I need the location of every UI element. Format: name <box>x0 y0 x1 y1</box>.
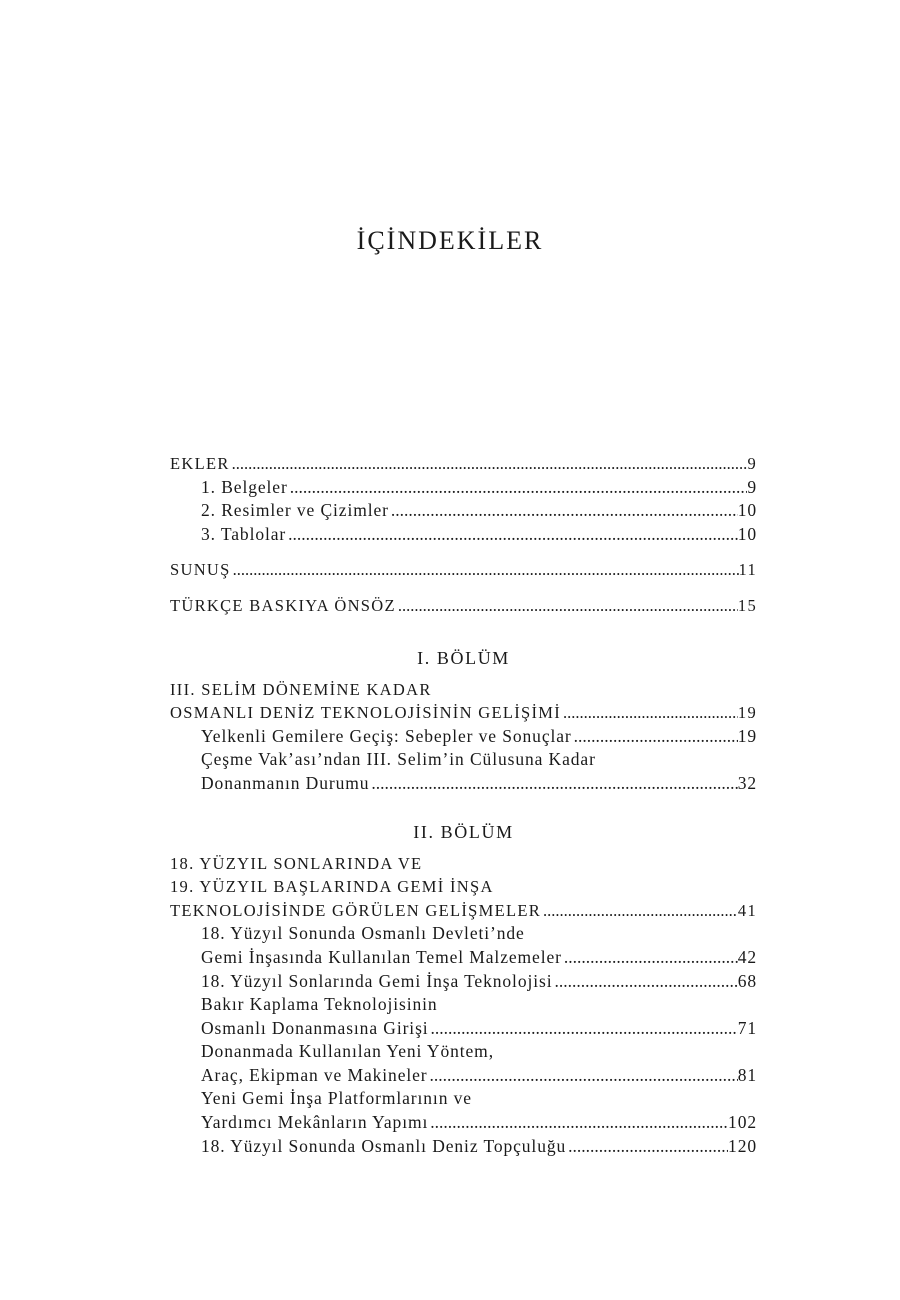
toc-page-number: 42 <box>737 946 757 967</box>
toc-page-number: 120 <box>728 1135 757 1156</box>
toc-entry-label: Yeni Gemi İnşa Platformlarının ve <box>201 1088 472 1109</box>
dot-leader <box>288 476 748 500</box>
dot-leader <box>389 499 738 523</box>
toc-entry-label: 3. Tablolar <box>201 523 287 544</box>
toc-chapter-1-line2[interactable] <box>170 701 757 725</box>
toc-entry-tablolar[interactable] <box>170 523 757 547</box>
toc-entry-ekler[interactable] <box>170 452 757 476</box>
toc-entry-label: Çeşme Vak’ası’ndan III. Selim’in Cülusuna Kadar <box>201 749 596 770</box>
toc-entry-label: Donanmada Kullanılan Yeni Yöntem, <box>201 1041 494 1062</box>
toc-entry-resimler[interactable] <box>170 499 757 523</box>
dot-leader <box>230 452 748 476</box>
toc-page-number: 19 <box>737 703 757 723</box>
toc-entry-label: 19. YÜZYIL BAŞLARINDA GEMİ İNŞA <box>170 877 494 897</box>
toc-page-number: 102 <box>728 1112 757 1133</box>
toc-entry-onsoz[interactable] <box>170 594 757 618</box>
dot-leader <box>552 970 737 994</box>
page-title: İÇİNDEKİLER <box>356 226 544 255</box>
toc-chapter-2-line1[interactable] <box>170 852 757 876</box>
toc-entry-label: 2. Resimler ve Çizimler <box>201 500 389 521</box>
spacer <box>170 582 757 594</box>
dot-leader <box>286 523 738 547</box>
table-of-contents <box>170 452 757 1158</box>
toc-entry-belgeler[interactable] <box>170 476 757 500</box>
toc-section-yontem-line2[interactable] <box>170 1064 757 1088</box>
toc-section-yelkenli[interactable] <box>170 725 757 749</box>
toc-entry-sunus[interactable] <box>170 558 757 582</box>
spacer <box>170 670 757 678</box>
dot-leader <box>572 725 738 749</box>
toc-entry-label: 1. Belgeler <box>201 476 288 497</box>
toc-page-number: 19 <box>737 725 757 746</box>
toc-entry-label: Donanmanın Durumu <box>201 772 370 793</box>
toc-page-number: 81 <box>737 1064 757 1085</box>
toc-section-cesme-line2[interactable] <box>170 772 757 796</box>
toc-entry-label: TÜRKÇE BASKIYA ÖNSÖZ <box>170 595 396 615</box>
toc-chapter-1-line1[interactable] <box>170 678 757 702</box>
toc-section-bakir-line2[interactable] <box>170 1017 757 1041</box>
toc-section-bakir-line1[interactable] <box>170 993 757 1017</box>
spacer <box>170 796 757 820</box>
toc-entry-label: Gemi İnşasında Kullanılan Temel Malzemeler <box>201 946 562 967</box>
dot-leader <box>396 594 738 618</box>
dot-leader <box>428 1064 738 1088</box>
toc-entry-label: Yelkenli Gemilere Geçiş: Sebepler ve Sonuçlar <box>201 725 572 746</box>
toc-section-malzemeler-line2[interactable] <box>170 946 757 970</box>
toc-section-teknoloji[interactable] <box>170 970 757 994</box>
toc-entry-label: III. SELİM DÖNEMİNE KADAR <box>170 679 432 699</box>
toc-entry-label: OSMANLI DENİZ TEKNOLOJİSİNİN GELİŞİMİ <box>170 703 562 723</box>
toc-entry-label: 18. YÜZYIL SONLARINDA VE <box>170 853 423 873</box>
dot-leader <box>369 772 737 796</box>
toc-section-platform-line2[interactable] <box>170 1111 757 1135</box>
dot-leader <box>562 946 738 970</box>
toc-page-number: 32 <box>737 772 757 793</box>
toc-page-number: 11 <box>738 560 757 580</box>
dot-leader <box>566 1135 728 1159</box>
toc-entry-label: TEKNOLOJİSİNDE GÖRÜLEN GELİŞMELER <box>170 900 542 920</box>
toc-entry-label: 18. Yüzyıl Sonlarında Gemi İnşa Teknolojisi <box>201 970 553 991</box>
toc-section-platform-line1[interactable] <box>170 1087 757 1111</box>
toc-section-topculuk[interactable] <box>170 1135 757 1159</box>
toc-page-number: 15 <box>737 595 757 615</box>
toc-chapter-2-line2[interactable] <box>170 875 757 899</box>
dot-leader <box>428 1111 728 1135</box>
dot-leader <box>231 558 739 582</box>
spacer <box>170 546 757 558</box>
toc-section-malzemeler-line1[interactable] <box>170 922 757 946</box>
toc-page-number: 9 <box>747 476 757 497</box>
toc-entry-label: SUNUŞ <box>170 560 231 580</box>
toc-entry-label: Osmanlı Donanmasına Girişi <box>201 1017 429 1038</box>
part-heading-2: II. BÖLÜM <box>413 821 514 842</box>
toc-entry-label: 18. Yüzyıl Sonunda Osmanlı Deniz Topçuluğu <box>201 1135 567 1156</box>
toc-section-cesme-line1[interactable] <box>170 748 757 772</box>
toc-page-number: 41 <box>737 900 757 920</box>
dot-leader <box>561 701 738 725</box>
toc-chapter-2-line3[interactable] <box>170 899 757 923</box>
toc-page-number: 68 <box>737 970 757 991</box>
toc-section-yontem-line1[interactable] <box>170 1040 757 1064</box>
spacer <box>170 618 757 646</box>
dot-leader <box>429 1017 738 1041</box>
toc-entry-label: EKLER <box>170 454 230 473</box>
toc-entry-label: Araç, Ekipman ve Makineler <box>201 1064 428 1085</box>
part-heading-1: I. BÖLÜM <box>417 647 510 668</box>
toc-page-number: 71 <box>737 1017 757 1038</box>
toc-page-number: 10 <box>737 523 757 544</box>
toc-entry-label: Bakır Kaplama Teknolojisinin <box>201 994 438 1015</box>
spacer <box>170 844 757 852</box>
dot-leader <box>541 899 738 923</box>
toc-entry-label: 18. Yüzyıl Sonunda Osmanlı Devleti’nde <box>201 923 525 944</box>
toc-page-number: 9 <box>747 454 757 473</box>
toc-entry-label: Yardımcı Mekânların Yapımı <box>201 1112 429 1133</box>
toc-page-number: 10 <box>737 500 757 521</box>
